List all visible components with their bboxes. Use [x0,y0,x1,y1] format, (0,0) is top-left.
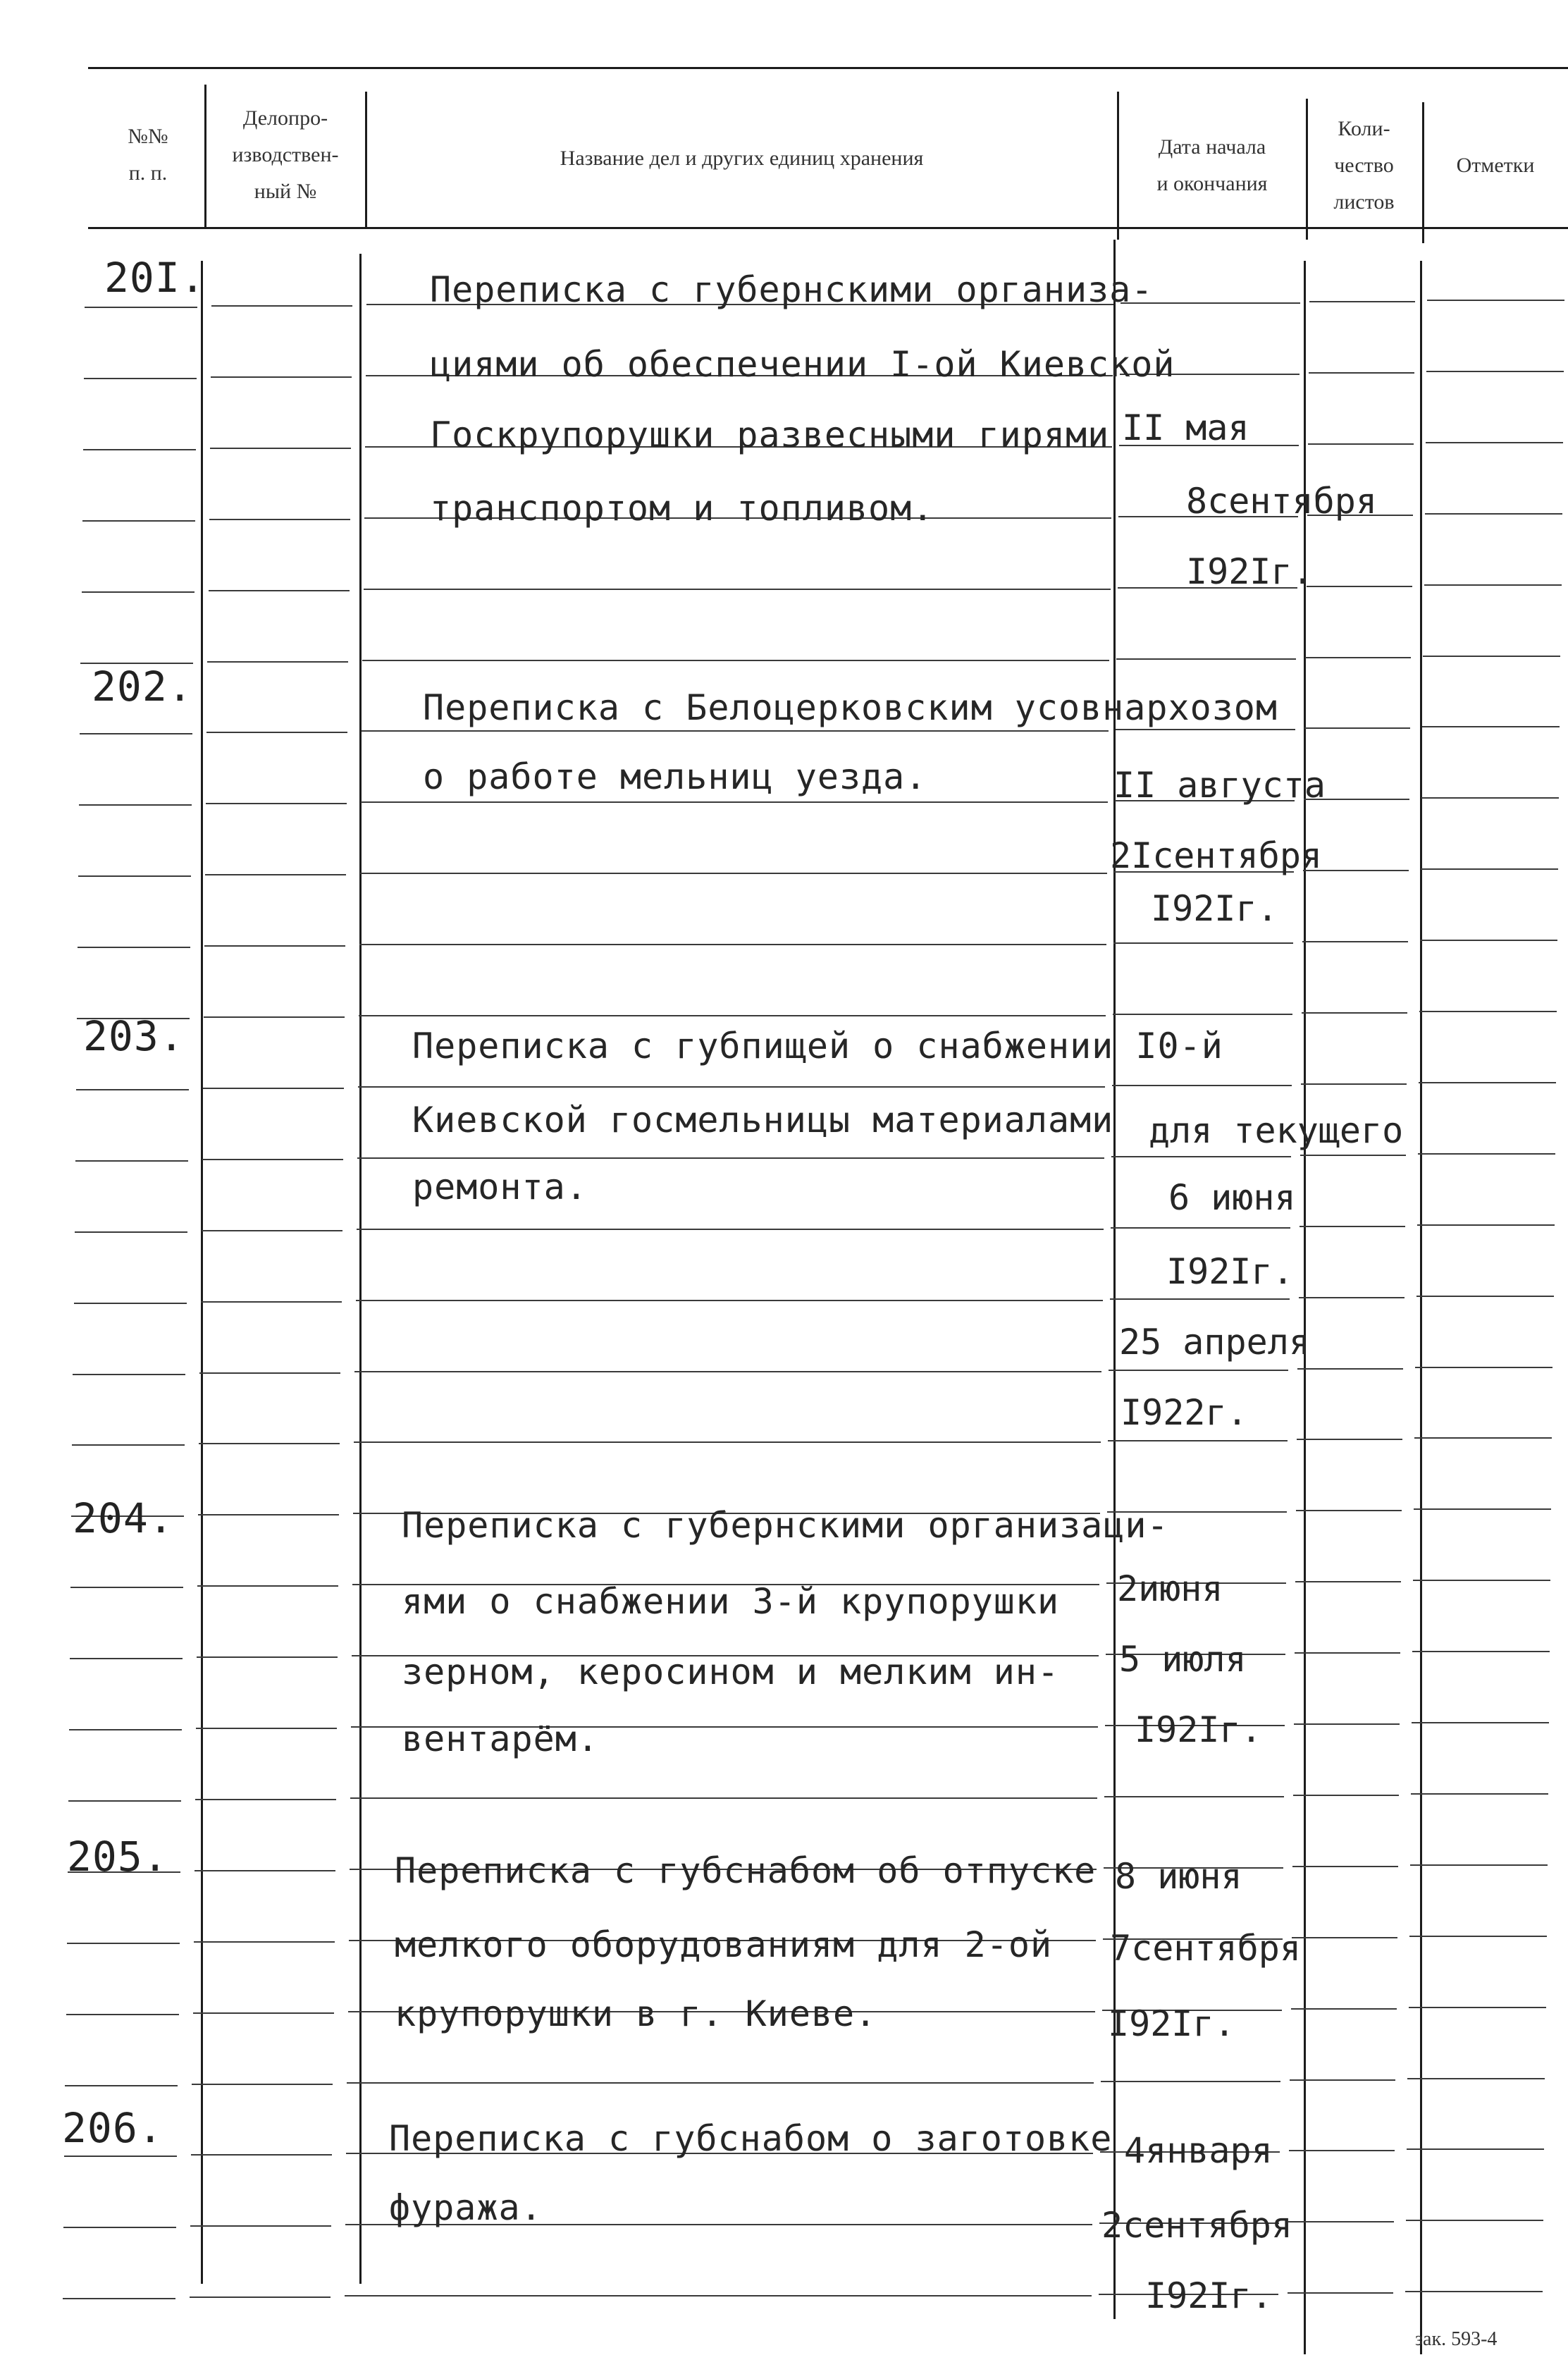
ruled-line [1292,1937,1397,1938]
ruled-line [362,730,1109,732]
ruled-line [1296,1510,1402,1511]
ruled-line [1421,797,1559,799]
ruled-line [202,1159,343,1160]
ruled-line [76,1089,189,1090]
entry-date: II мая [1122,407,1249,448]
ruled-line [67,1943,180,1944]
entry-title-line: вентарём. [402,1718,599,1759]
ruled-line [211,305,352,307]
entry-title-line: мелкого оборудованиям для 2-ой [395,1924,1053,1965]
print-order-number: зак. 593-4 [1415,2328,1498,2350]
entry-date: I92Iг. [1135,1709,1262,1750]
col-divider [1420,261,1422,2354]
ruled-line [68,1800,181,1802]
header-item-no: №№ п. п. [128,125,168,185]
ruled-line [1301,1083,1407,1085]
col-divider [359,254,362,2284]
ruled-line [1295,1652,1400,1654]
entry-title-line: Переписка с губснабом об отпуске [395,1850,1097,1891]
ruled-line [362,660,1109,661]
ruled-line [209,519,350,520]
ruled-line [206,732,347,733]
header-col-divider [1422,102,1424,243]
ruled-line [1111,1227,1290,1229]
entry-date: I922г. [1121,1392,1248,1433]
header-notes: Отметки [1456,154,1535,177]
ruled-line [73,1374,185,1375]
ruled-line [1297,1439,1402,1440]
ruled-line [1308,443,1414,445]
entry-date: для текущего [1149,1110,1404,1151]
entry-title-line: крупорушки в г. Киеве. [395,1993,877,2034]
ruled-line [347,2082,1094,2084]
header-col-divider [204,85,206,229]
entry-title-line: ями о снабжении 3-й крупорушки [402,1581,1060,1622]
ruled-line [1307,586,1412,587]
entry-date: I92Iг. [1145,2275,1273,2316]
entry-title-line: о работе мельниц уезда. [423,756,927,797]
ruled-line [1413,1580,1550,1581]
ruled-line [197,1656,338,1658]
ruled-line [359,1015,1106,1016]
entry-date: 8 июня [1115,1856,1242,1897]
entry-date: 4января [1124,2130,1273,2171]
entry-number: 206. [62,2104,163,2152]
header-case-title: Название дел и других единиц хранения [560,147,924,170]
entry-number: 204. [73,1494,174,1542]
ruled-line [1414,1437,1552,1439]
ruled-line [1421,868,1558,870]
entry-title-line: ремонта. [412,1167,588,1207]
ruled-line [70,1658,183,1659]
ruled-line [74,1303,187,1304]
ruled-line [1290,2079,1395,2081]
ruled-line [75,1160,188,1162]
entry-number: 20I. [104,254,206,302]
entry-date: I92Iг. [1186,551,1314,592]
entry-number: 203. [83,1012,185,1060]
ruled-line [210,448,351,449]
ruled-line [1409,2007,1546,2008]
ruled-line [194,1941,335,1943]
header-case-no: Делопро- изводствен- ный № [232,106,339,203]
ruled-line [192,2084,333,2085]
ruled-line [1295,1581,1401,1582]
ruled-line [211,376,352,378]
ruled-line [1419,1011,1557,1012]
ruled-line [1422,726,1560,727]
ruled-line [82,520,195,522]
ruled-line [1110,1298,1290,1300]
ruled-line [1406,2220,1543,2221]
header-col-divider [365,92,367,229]
ruled-line [72,1444,185,1446]
ruled-line [1412,1722,1549,1723]
ruled-line [1416,1296,1554,1297]
ruled-line [1419,1082,1556,1083]
ruled-line [1426,442,1563,443]
ruled-line [361,801,1108,803]
ruled-line [1289,2150,1395,2151]
header-dates: Дата начала и окончания [1156,135,1268,195]
ruled-line [1288,2292,1393,2294]
ruled-line [79,804,192,806]
ruled-line [1304,727,1410,729]
entry-title-line: циями об обеспечении I-ой Киевской [430,344,1175,385]
ruled-line [66,2014,179,2015]
ruled-line [1297,1368,1403,1370]
ruled-line [1405,2291,1543,2292]
ruled-line [84,378,197,379]
ruled-line [1294,1723,1400,1725]
ruled-line [1300,1226,1405,1227]
ruled-line [350,1797,1097,1799]
ruled-line [1425,513,1562,515]
entry-date: 2сентября [1101,2205,1292,2246]
entry-date: 2июня [1117,1568,1223,1609]
ruled-line [1300,1155,1406,1156]
ruled-line [63,2227,176,2228]
ruled-line [357,1229,1104,1230]
ruled-line [1309,301,1415,302]
ruled-line [196,1728,337,1729]
entry-title-line: Переписка с губпищей о снабжении I0-й [412,1026,1223,1066]
ruled-line [1116,729,1295,730]
ruled-line [78,875,191,877]
ruled-line [1305,657,1411,658]
ruled-line [359,944,1106,945]
ruled-line [1116,658,1296,660]
header-col-divider [1117,92,1119,240]
ruled-line [1292,1866,1398,1867]
ruled-line [358,1086,1105,1088]
ruled-line [198,1514,339,1515]
ruled-line [82,591,195,593]
ruled-line [1104,1796,1284,1797]
ruled-line [197,1585,338,1587]
ruled-line [206,803,347,804]
ruled-line [1113,1014,1292,1015]
ruled-line [357,1157,1104,1159]
entry-date: II августа [1113,765,1326,806]
ruled-line [65,2085,178,2086]
entry-title-line: Переписка с Белоцерковским усовнархозом [423,687,1278,728]
entry-date: I92Iг. [1151,888,1278,929]
entry-date: 2Iсентября [1110,835,1323,876]
entry-date: I92Iг. [1166,1251,1294,1292]
ruled-line [80,733,192,734]
entry-number: 205. [67,1833,168,1881]
entry-title-line: Киевской госмельницы материалами [412,1100,1114,1140]
entry-date: 7сентября [1110,1928,1301,1969]
ruled-line [1409,1936,1547,1937]
ruled-line [204,1016,345,1018]
ruled-line [1291,2008,1397,2010]
ruled-line [85,307,197,308]
ruled-line [195,1870,335,1871]
entry-date: 5 июля [1119,1639,1247,1680]
ruled-line [199,1443,340,1444]
ruled-line [1302,941,1408,942]
ruled-line [364,589,1111,590]
entry-title-line: транспортом и топливом. [430,488,934,529]
ruled-line [205,874,346,875]
ruled-line [207,661,348,663]
entry-date: 8сентября [1186,481,1377,522]
ruled-line [1299,1297,1405,1298]
ruled-line [1424,584,1562,586]
top-rule [88,67,1568,69]
ruled-line [1293,1795,1399,1796]
ruled-line [202,1230,342,1231]
ruled-line [190,2225,331,2227]
ruled-line [1412,1651,1550,1652]
entry-title-line: Переписка с губернскими организаци- [402,1505,1169,1546]
ruled-line [195,1799,336,1800]
ruled-line [70,1587,183,1588]
header-sheet-count: Коли- чество листов [1333,117,1395,214]
ruled-line [1410,1864,1548,1866]
ruled-line [354,1441,1101,1443]
ruled-line [1407,2078,1545,2079]
ruled-line [1411,1793,1548,1795]
ruled-line [201,1301,342,1303]
ruled-line [1309,372,1414,374]
ruled-line [64,2156,177,2157]
ruled-line [209,590,350,591]
ruled-line [1426,371,1564,372]
ruled-line [203,1088,344,1089]
ruled-line [75,1231,187,1233]
ruled-line [1417,1224,1555,1226]
ruled-line [1302,1012,1407,1014]
ruled-line [1420,940,1557,941]
ruled-line [83,449,196,450]
ruled-line [1112,1085,1292,1086]
ruled-line [1418,1153,1555,1155]
ruled-line [1427,300,1564,301]
ruled-line [360,873,1107,874]
ruled-line [63,2298,175,2299]
entry-title-line: Переписка с губснабом о заготовке [389,2118,1113,2159]
ruled-line [1101,2081,1280,2082]
entry-title-line: зерном, керосином и мелким ин- [402,1652,1060,1692]
ruled-line [1288,2221,1394,2222]
ruled-line [1109,1370,1288,1371]
ruled-line [1407,2148,1544,2150]
ruled-line [204,945,345,947]
entry-title-line: фуража. [389,2187,543,2228]
entry-date: 25 апреля [1119,1322,1310,1363]
ruled-line [356,1300,1103,1301]
ruled-line [193,2012,334,2014]
ruled-line [199,1372,340,1374]
ruled-line [1415,1367,1552,1368]
ruled-line [191,2154,332,2156]
ruled-line [1113,942,1293,944]
ruled-line [345,2295,1092,2296]
entry-title-line: Переписка с губернскими организа- [430,269,1154,310]
ruled-line [1108,1440,1288,1441]
entry-title-line: Госкрупорушки развесными гирями [430,414,1110,455]
ruled-line [1111,1156,1291,1157]
ruled-line [354,1371,1101,1372]
ruled-line [1414,1508,1551,1510]
entry-number: 202. [92,663,193,711]
entry-date: 6 июня [1168,1177,1296,1218]
header-col-divider [1306,99,1308,240]
ruled-line [190,2296,331,2298]
col-divider [201,261,203,2284]
ruled-line [69,1729,182,1730]
ruled-line [1423,656,1560,657]
ruled-line [78,947,190,948]
entry-date: I92Iг. [1108,2003,1235,2044]
